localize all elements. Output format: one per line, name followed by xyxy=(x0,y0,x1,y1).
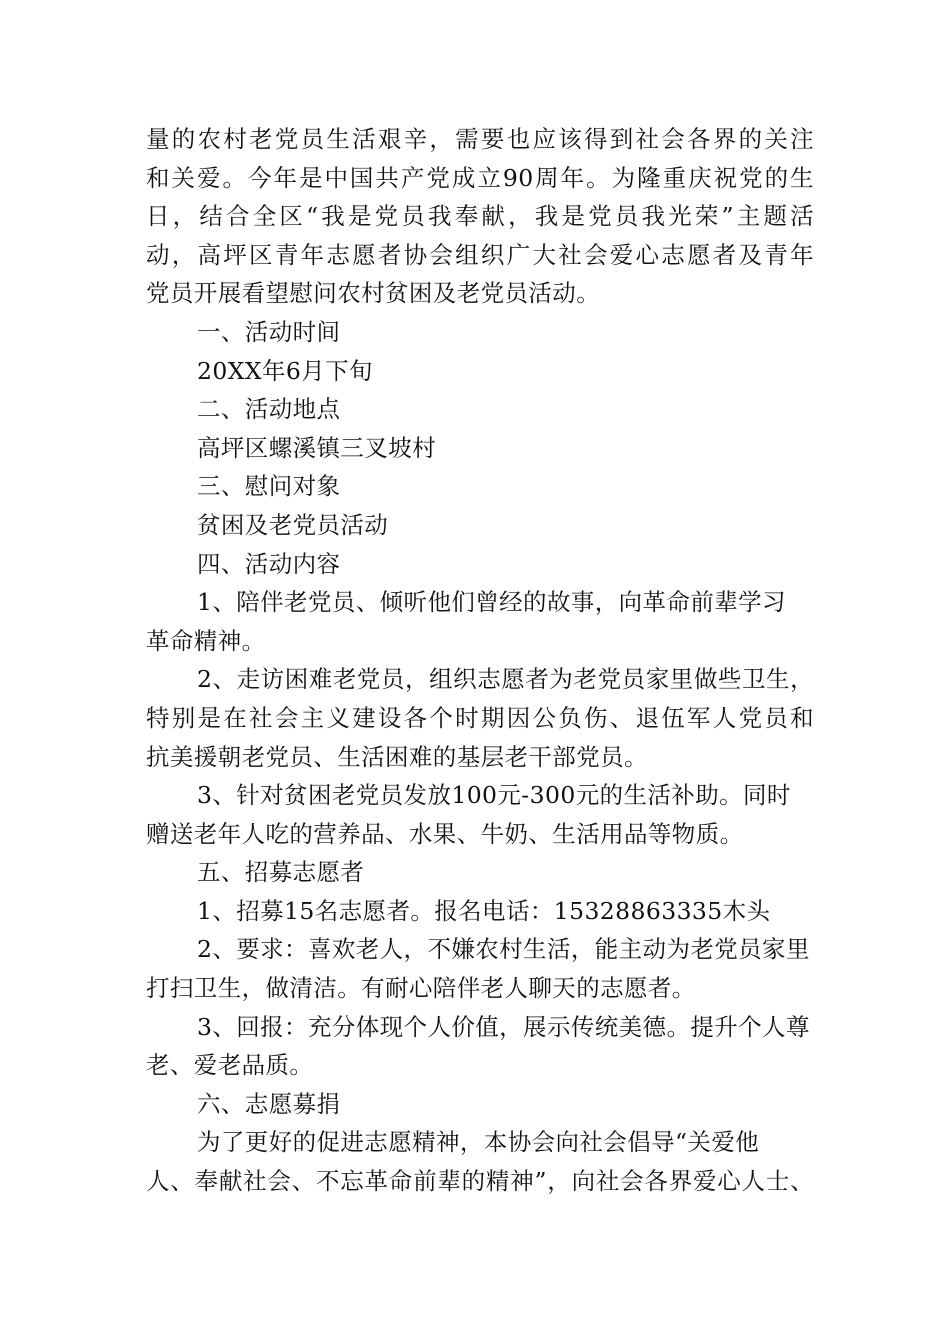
text-line: 革命精神。 xyxy=(146,626,266,655)
text-line: 人、奉献社会、不忘革命前辈的精神”，向社会各界爱心人士、 xyxy=(146,1167,814,1196)
text-line: 赠送老年人吃的营养品、水果、牛奶、生活用品等物质。 xyxy=(146,819,744,848)
section-heading: 四、活动内容 xyxy=(197,549,341,578)
section-heading: 二、活动地点 xyxy=(197,395,341,424)
text-line: 为了更好的促进志愿精神，本协会向社会倡导“关爱他 xyxy=(197,1128,760,1157)
text-line: 特别是在社会主义建设各个时期因公负伤、退伍军人党员和 xyxy=(146,703,814,732)
text-line: 1、陪伴老党员、倾听他们曾经的故事，向革命前辈学习 xyxy=(197,588,786,617)
section-heading: 一、活动时间 xyxy=(197,317,341,346)
text-line: 20XX年6月下旬 xyxy=(197,356,373,385)
text-line: 和关爱。今年是中国共产党成立90周年。为隆重庆祝党的生 xyxy=(146,163,814,192)
document-body xyxy=(146,120,814,1201)
text-line: 老、爱老品质。 xyxy=(146,1051,314,1080)
text-line: 3、回报：充分体现个人价值，展示传统美德。提升个人尊 xyxy=(197,1012,810,1041)
text-line: 党员开展看望慰问农村贫困及老党员活动。 xyxy=(146,279,601,308)
text-line: 打扫卫生，做清洁。有耐心陪伴老人聊天的志愿者。 xyxy=(146,974,696,1003)
text-line: 动，高坪区青年志愿者协会组织广大社会爱心志愿者及青年 xyxy=(146,240,814,269)
text-line: 2、要求：喜欢老人，不嫌农村生活，能主动为老党员家里 xyxy=(197,935,810,964)
text-line: 贫困及老党员活动 xyxy=(197,510,389,539)
text-line: 抗美援朝老党员、生活困难的基层老干部党员。 xyxy=(146,742,648,771)
text-line: 日，结合全区“我是党员我奉献，我是党员我光荣”主题活 xyxy=(146,202,814,231)
text-line: 2、走访困难老党员，组织志愿者为老党员家里做些卫生， xyxy=(197,665,814,694)
section-heading: 六、志愿募捐 xyxy=(197,1089,341,1118)
text-line: 高坪区螺溪镇三叉坡村 xyxy=(197,433,436,462)
text-line: 1、招募15名志愿者。报名电话：15328863335木头 xyxy=(197,896,771,925)
text-line: 量的农村老党员生活艰辛，需要也应该得到社会各界的关注 xyxy=(146,125,814,153)
section-heading: 五、招募志愿者 xyxy=(197,858,365,887)
section-heading: 三、慰问对象 xyxy=(197,472,341,501)
text-line: 3、针对贫困老党员发放100元-300元的生活补助。同时 xyxy=(197,781,791,810)
